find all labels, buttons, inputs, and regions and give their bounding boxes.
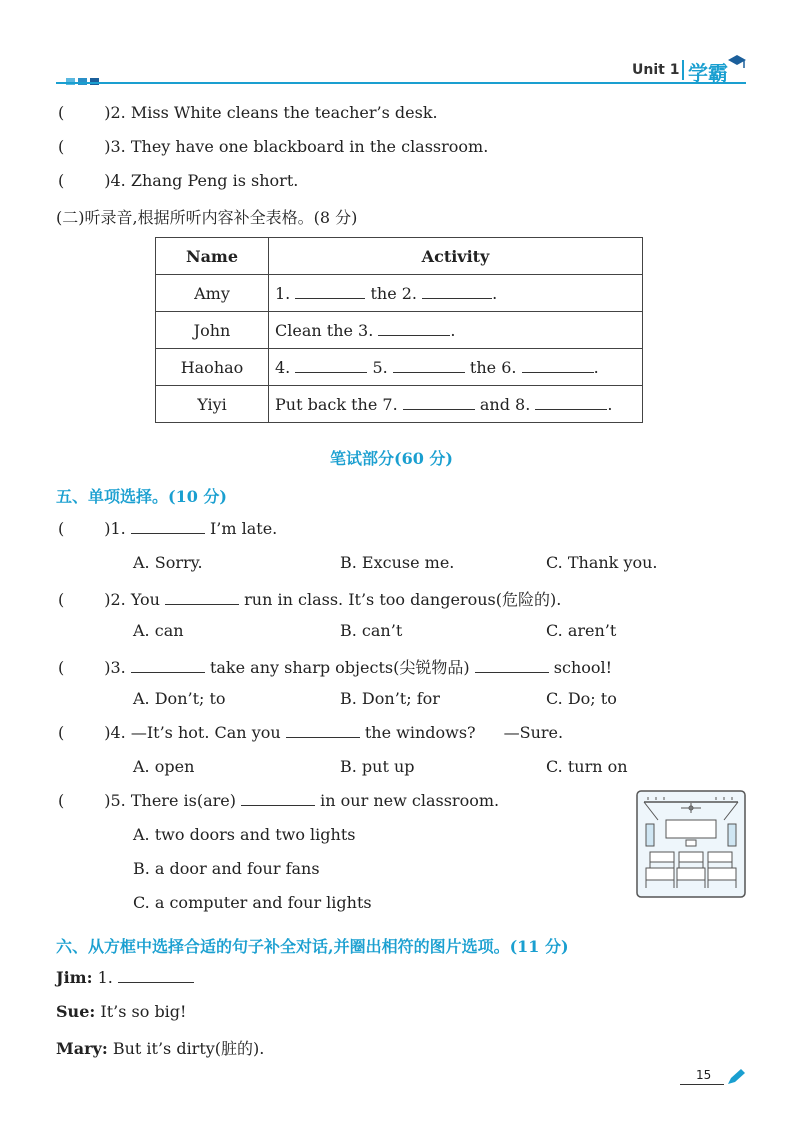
question-3: ( )3. take any sharp objects(尖锐物品) school! — [58, 658, 613, 677]
classroom-illustration — [636, 790, 746, 902]
table-head-name: Name — [156, 238, 269, 275]
question-5: ( )5. There is(are) in our new classroom. — [58, 791, 500, 810]
tf-item-3: ( )3. They have one blackboard in the classroom. — [58, 137, 489, 156]
q5-option-c: C. a computer and four lights — [133, 893, 372, 912]
brand-logo: 学霸 — [688, 61, 728, 85]
pencil-icon — [726, 1068, 746, 1090]
tf-item-4: ( )4. Zhang Peng is short. — [58, 171, 299, 190]
footer-rule — [680, 1084, 724, 1085]
activity-table — [155, 237, 643, 423]
question-1: ( )1. I’m late. — [58, 519, 278, 538]
q4-option-c: C. turn on — [546, 757, 628, 776]
cap-icon — [728, 54, 746, 74]
table-row: John Clean the 3. . — [156, 312, 643, 349]
dialogue-line-sue: Sue: It’s so big! — [56, 1002, 187, 1021]
q1-option-a: A. Sorry. — [133, 553, 203, 572]
q1-option-b: B. Excuse me. — [340, 553, 455, 572]
page-number: 15 — [696, 1068, 712, 1082]
q2-option-b: B. can’t — [340, 621, 403, 640]
q5-option-a: A. two doors and two lights — [133, 825, 356, 844]
q3-option-c: C. Do; to — [546, 689, 617, 708]
written-part-title: 笔试部分(60 分) — [330, 449, 453, 468]
header-unit: Unit 1 — [632, 62, 680, 78]
tf-item-2: ( )2. Miss White cleans the teacher’s desk. — [58, 103, 438, 122]
q3-option-b: B. Don’t; for — [340, 689, 440, 708]
section2-title: (二)听录音,根据所听内容补全表格。(8 分) — [56, 208, 358, 227]
q4-option-b: B. put up — [340, 757, 415, 776]
table-row: Haohao 4. 5. the 6. . — [156, 349, 643, 386]
q4-option-a: A. open — [133, 757, 195, 776]
q2-option-c: C. aren’t — [546, 621, 617, 640]
section5-title: 五、单项选择。(10 分) — [56, 487, 227, 506]
q5-option-b: B. a door and four fans — [133, 859, 320, 878]
q1-option-c: C. Thank you. — [546, 553, 658, 572]
q2-option-a: A. can — [133, 621, 184, 640]
question-2: ( )2. You run in class. It’s too dangerous(危险的). — [58, 590, 562, 609]
question-4: ( )4. —It’s hot. Can you the windows? —Sure. — [58, 723, 564, 742]
table-head-activity: Activity — [269, 238, 643, 275]
header-divider — [682, 60, 684, 80]
table-row: Amy 1. the 2. . — [156, 275, 643, 312]
section6-title: 六、从方框中选择合适的句子补全对话,并圈出相符的图片选项。(11 分) — [56, 937, 569, 956]
dialogue-line-jim: Jim: 1. — [56, 968, 194, 987]
header-squares — [66, 70, 99, 89]
table-row: Yiyi Put back the 7. and 8. . — [156, 386, 643, 423]
dialogue-line-mary: Mary: But it’s dirty(脏的). — [56, 1039, 265, 1058]
header-rule — [56, 82, 746, 84]
q3-option-a: A. Don’t; to — [133, 689, 226, 708]
